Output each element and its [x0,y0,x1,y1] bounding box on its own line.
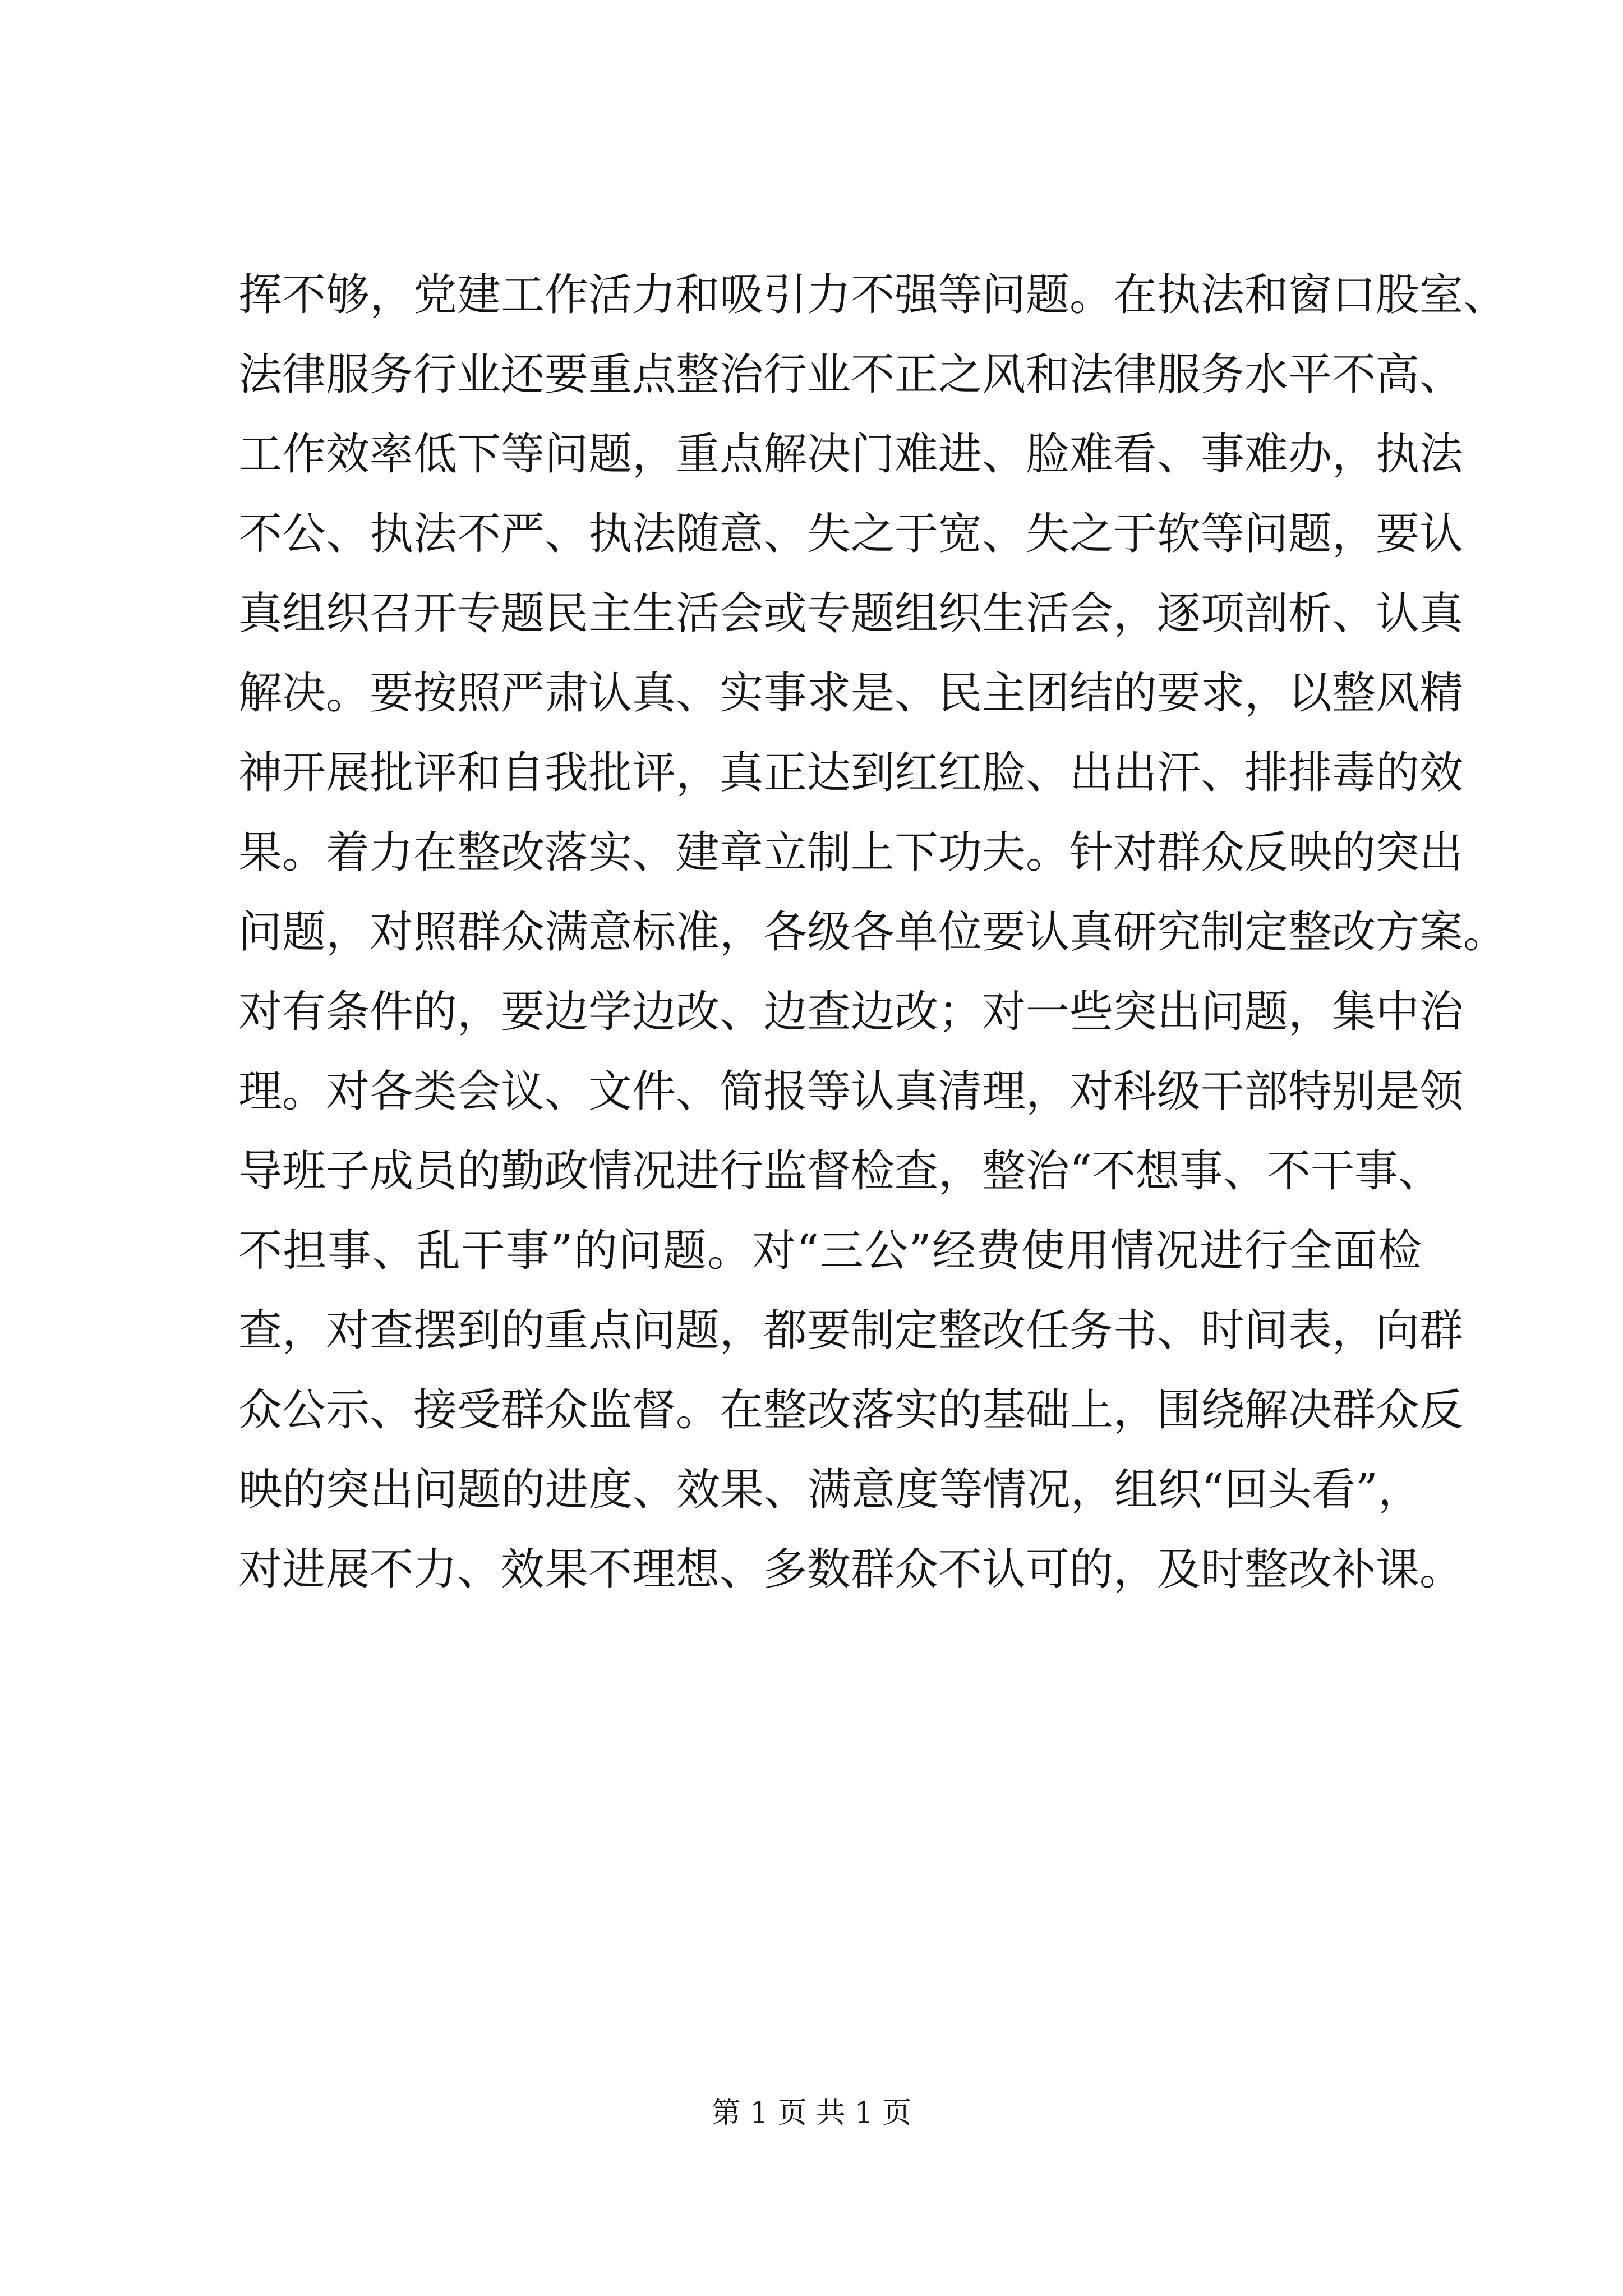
text-line: 挥不够，党建工作活力和吸引力不强等问题。在执法和窗口股室、 [238,270,1507,320]
text-line: 导班子成员的勤政情况进行监督检查，整治“不想事、不干事、 [238,1146,1442,1197]
text-line: 工作效率低下等问题，重点解决门难进、脸难看、事难办，执法 [238,429,1464,480]
text-line: 理。对各类会议、文件、简报等认真清理，对科级干部特别是领 [238,1066,1464,1117]
text-line: 解决。要按照严肃认真、实事求是、民主团结的要求，以整风精 [238,668,1464,719]
body-paragraph [238,255,1507,1609]
text-line: 映的突出问题的进度、效果、满意度等情况，组织“回头看”， [238,1465,1422,1515]
page-footer: 第 1 页 共 1 页 [711,2096,912,2130]
text-line: 问题，对照群众满意标准，各级各单位要认真研究制定整改方案。 [238,907,1507,958]
text-line: 查，对查摆到的重点问题，都要制定整改任务书、时间表，向群 [238,1305,1464,1356]
text-line: 真组织召开专题民主生活会或专题组织生活会，逐项剖析、认真 [238,588,1464,639]
text-line: 不公、执法不严、执法随意、失之于宽、失之于软等问题，要认 [238,509,1464,559]
text-line: 神开展批评和自我批评，真正达到红红脸、出出汗、排排毒的效 [238,748,1464,798]
text-line: 对进展不力、效果不理想、多数群众不认可的，及时整改补课。 [238,1544,1464,1595]
text-line: 众公示、接受群众监督。在整改落实的基础上，围绕解决群众反 [238,1385,1464,1435]
text-line: 法律服务行业还要重点整治行业不正之风和法律服务水平不高、 [238,349,1464,400]
text-line: 不担事、乱干事”的问题。对“三公”经费使用情况进行全面检 [238,1226,1422,1276]
text-line: 果。着力在整改落实、建章立制上下功夫。针对群众反映的突出 [238,827,1464,878]
text-line: 对有条件的，要边学边改、边查边改；对一些突出问题，集中治 [238,987,1464,1037]
